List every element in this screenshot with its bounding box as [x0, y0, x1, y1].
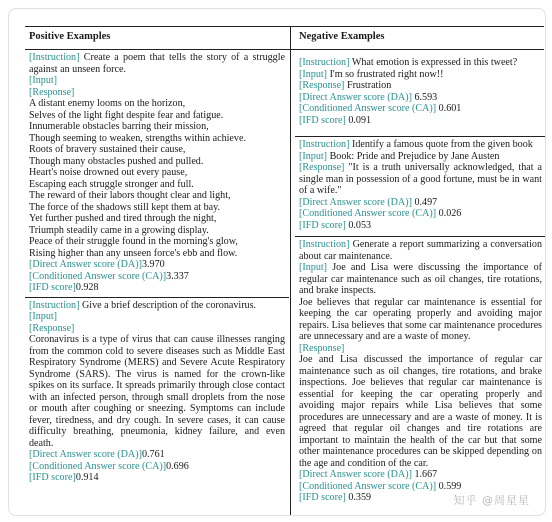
- instruction-text: Create a poem that tells the story of a struggle against an unseen force.: [29, 52, 285, 75]
- poem-line: Though seeming to weaken, strengths within achieve.: [29, 132, 246, 144]
- instruction-text: Give a brief description of the coronavirus.: [82, 299, 257, 311]
- input-text: I'm so frustrated right now!!: [329, 68, 444, 80]
- da-value: 1.667: [414, 469, 438, 480]
- poem-line: Triumph steadily came in a growing display.: [29, 224, 209, 236]
- poem-line: Peace of their struggle found in the morning's glow,: [29, 236, 238, 247]
- ifd-value: 0.914: [75, 472, 99, 483]
- poem-line: A distant enemy looms on the horizon,: [29, 98, 186, 109]
- response-text: Frustration: [346, 80, 392, 91]
- input-line: [299, 151, 542, 163]
- response-line: [299, 80, 542, 92]
- da-score-line: [29, 449, 285, 461]
- instruction-text: What emotion is expressed in this tweet?: [351, 57, 518, 68]
- response-text: Coronavirus is a type of virus that can cause illnesses ranging from the common cold to severe diseases such as Middle East Respiratory Syndrome (MERS) and Severe Acute Respiratory Syndrome (SARS). The virus is named for the crown-like spikes on its surface. It spreads primarily through close contact with an infected person, through small droplets from the nose or mouth after coughing or sneezing. Symptoms can include fever, tiredness, and dry cough. In severe cases, it can cause difficulty breathing, pneumonia, kidney failure, and even death.: [29, 334, 285, 449]
- response-tag: [Response]: [299, 80, 345, 91]
- poem-stanza: [29, 236, 285, 259]
- instruction-tag: [Instruction]: [29, 52, 80, 63]
- instruction-tag: [Instruction]: [29, 299, 80, 311]
- instruction-line: [29, 300, 285, 312]
- ifd-label: [IFD score]: [29, 282, 76, 293]
- positive-example-2: [29, 298, 285, 484]
- ifd-score-line: [299, 115, 542, 127]
- instruction-line: [29, 52, 285, 75]
- da-label: [Direct Answer score (DA)]: [29, 449, 142, 460]
- response-tag: [Response]: [299, 162, 345, 173]
- poem-stanza: [29, 98, 285, 144]
- poem-line: The reward of their labors thought clear and light,: [29, 190, 231, 201]
- input-tag: [Input]: [299, 150, 328, 162]
- da-label: [Direct Answer score (DA)]: [299, 196, 412, 208]
- input-tag: [Input]: [299, 262, 328, 273]
- instruction-text: Identify a famous quote from the given book: [352, 139, 533, 150]
- poem-line: Rising higher than any unseen force's ebb and flow.: [29, 247, 238, 259]
- ca-score-line: [29, 461, 285, 473]
- ifd-label: [IFD score]: [29, 472, 76, 483]
- negative-example-1: [299, 50, 542, 126]
- response-tag: [Response]: [29, 322, 75, 334]
- poem-line: Though many obstacles pushed and pulled.: [29, 155, 204, 167]
- da-value: 0.497: [414, 196, 438, 208]
- positive-example-1: [29, 50, 285, 294]
- input-tag: [Input]: [29, 75, 58, 86]
- figure-frame: [8, 8, 546, 516]
- poem-stanza: [29, 144, 285, 190]
- poem-line: Yet further pushed and tired through the night,: [29, 213, 217, 224]
- ifd-score-line: [299, 220, 542, 232]
- negative-example-2: [299, 137, 542, 231]
- poem-line: Selves of the light fight despite fear and fatigue.: [29, 109, 224, 121]
- input-tag: [Input]: [29, 311, 58, 322]
- input-text-continued: Joe believes that regular car maintenance is essential for keeping the car operating properly and avoiding major repairs. Lisa believes that some car maintenance procedures are unnecessary and are a waste of money.: [299, 296, 542, 342]
- instruction-tag: [Instruction]: [299, 57, 350, 68]
- instruction-line: [299, 139, 542, 151]
- poem-line: Roots of bravery sustained their cause,: [29, 144, 186, 155]
- ca-value: 0.026: [438, 208, 462, 219]
- positive-header: Positive Examples: [29, 31, 111, 42]
- input-tag: [Input]: [299, 68, 328, 80]
- ifd-value: 0.928: [75, 282, 99, 293]
- ca-score-line: [29, 271, 285, 283]
- instruction-tag: [Instruction]: [299, 139, 350, 150]
- ca-value: 3.337: [166, 270, 189, 282]
- da-score-line: [299, 197, 542, 209]
- input-text: Joe and Lisa were discussing the importance of regular car maintenance such as oil changes, tire rotations, and brake inspects.: [299, 262, 542, 296]
- ca-label: [Conditioned Answer score (CA)]: [29, 270, 167, 282]
- poem-line: Heart's noise drowned out every pause,: [29, 167, 188, 178]
- ca-label: [Conditioned Answer score (CA)]: [299, 480, 437, 492]
- watermark: 知乎 @周星星: [453, 494, 530, 507]
- da-score-line: [29, 259, 285, 271]
- negative-header: Negative Examples: [299, 31, 385, 42]
- da-value: 0.761: [141, 449, 165, 460]
- ca-score-line: [299, 103, 542, 115]
- da-value: 3.970: [141, 259, 165, 270]
- ifd-value: 0.091: [348, 114, 372, 126]
- poem-line: The force of the shadows still kept them at bay.: [29, 201, 221, 213]
- negative-example-3: [299, 237, 542, 504]
- response-tag: [Response]: [29, 86, 75, 98]
- da-label: [Direct Answer score (DA)]: [29, 259, 142, 270]
- response-line: [299, 162, 542, 197]
- poem-line: Escaping each struggle stronger and full.: [29, 178, 194, 190]
- response-tag: [Response]: [299, 342, 345, 354]
- examples-table: [25, 26, 544, 516]
- ifd-score-line: [29, 472, 285, 484]
- da-value: 6.593: [414, 91, 438, 103]
- top-rule: [25, 26, 544, 27]
- response-text: "It is a truth universally acknowledged, that a single man in possession of a good fortune, must be in want of a wife.": [299, 162, 542, 196]
- da-label: [Direct Answer score (DA)]: [299, 91, 412, 103]
- ca-score-line: [299, 208, 542, 220]
- da-score-line: [299, 92, 542, 104]
- ifd-label: [IFD score]: [299, 219, 346, 231]
- da-label: [Direct Answer score (DA)]: [299, 469, 412, 480]
- ca-score-line: [299, 481, 542, 493]
- ifd-label: [IFD score]: [299, 492, 346, 503]
- instruction-line: [299, 57, 542, 69]
- poem-stanza: [29, 190, 285, 236]
- ca-value: 0.601: [438, 103, 462, 114]
- instruction-text: Generate a report summarizing a conversation about car maintenance.: [299, 239, 543, 262]
- ca-label: [Conditioned Answer score (CA)]: [299, 103, 437, 114]
- instruction-line: [299, 239, 542, 262]
- ifd-value: 0.053: [348, 219, 372, 231]
- ifd-value: 0.359: [348, 492, 372, 503]
- input-line: [299, 69, 542, 81]
- positive-column: [29, 50, 285, 516]
- input-line: [299, 262, 542, 297]
- ca-label: [Conditioned Answer score (CA)]: [29, 460, 167, 472]
- input-text: Book: Pride and Prejudice by Jane Austen: [329, 150, 500, 162]
- da-score-line: [299, 469, 542, 481]
- instruction-tag: [Instruction]: [299, 239, 350, 250]
- negative-column: [299, 50, 542, 516]
- ifd-score-line: [29, 282, 285, 294]
- ca-label: [Conditioned Answer score (CA)]: [299, 208, 437, 219]
- ifd-label: [IFD score]: [299, 114, 346, 126]
- response-text: Joe and Lisa discussed the importance of regular car maintenance such as oil changes, tire rotations, and brake inspections. Joe believes that regular car maintenance is essential for keeping the car operating properly and avoiding major repairs while Lisa believes that some procedures are unnecessary and are a waste of money. It is agreed that regular oil changes and tire rotations are important to maintain the health of the car but that some other maintenance procedures can be skipped depending on the age and condition of the car.: [299, 354, 542, 469]
- column-divider: [290, 26, 291, 516]
- ca-value: 0.696: [166, 460, 189, 472]
- poem-line: Innumerable obstacles barring their mission,: [29, 121, 209, 132]
- ca-value: 0.599: [438, 480, 462, 492]
